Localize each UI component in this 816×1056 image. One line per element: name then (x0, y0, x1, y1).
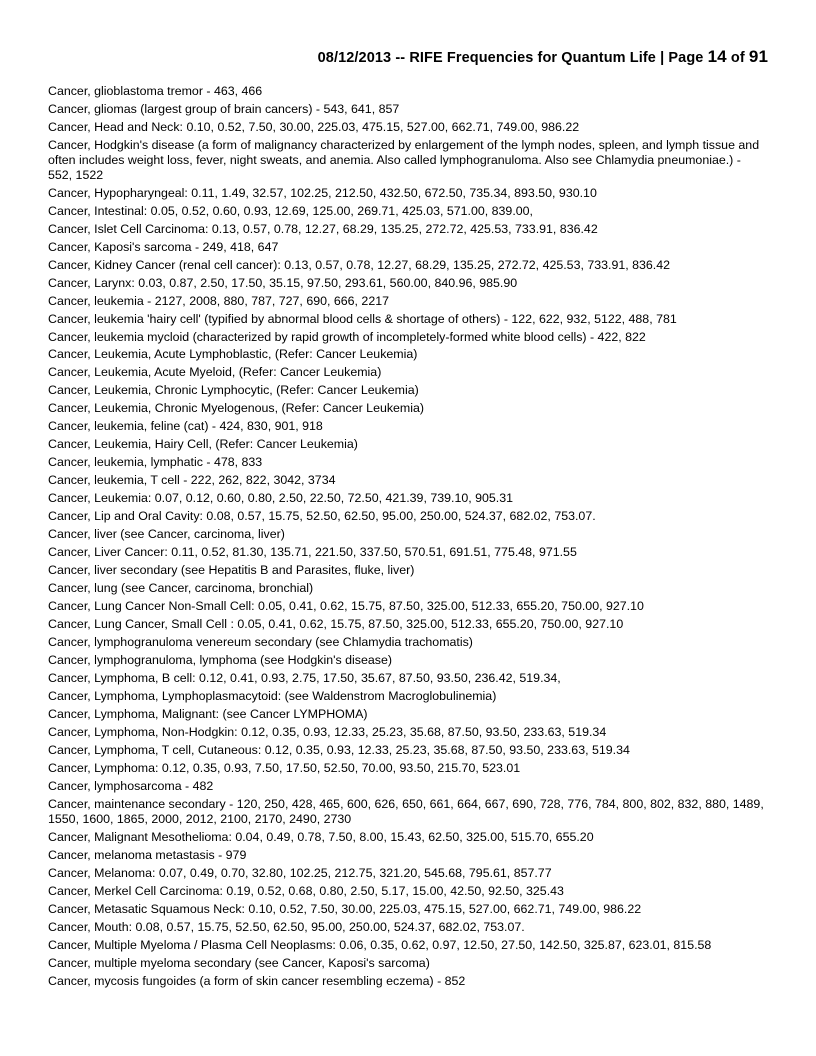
header-separator: -- (395, 50, 406, 66)
entry-lung: Cancer, lung (see Cancer, carcinoma, bronchial) (48, 581, 314, 596)
entry-leukemia-hairy-cell: Cancer, Leukemia, Hairy Cell, (Refer: Cancer Leukemia) (48, 437, 358, 452)
document-title: RIFE Frequencies for Quantum Life (409, 50, 656, 66)
entry-mouth: Cancer, Mouth: 0.08, 0.57, 15.75, 52.50, 62.50, 95.00, 250.00, 524.37, 682.02, 753.07. (48, 919, 525, 934)
frequency-entry-list (48, 84, 768, 992)
page-label: Page (668, 50, 704, 66)
entry-hypopharyngeal: Cancer, Hypopharyngeal: 0.11, 1.49, 32.57, 102.25, 212.50, 432.50, 672.50, 735.34, 893.50, 930.10 (48, 185, 597, 200)
entry-islet-cell-carcinoma: Cancer, Islet Cell Carcinoma: 0.13, 0.57, 0.78, 12.27, 68.29, 135.25, 272.72, 425.53, 733.91, 836.42 (48, 221, 598, 236)
entry-liver: Cancer, liver (see Cancer, carcinoma, liver) (48, 527, 285, 542)
entry-kidney-cancer: Cancer, Kidney Cancer (renal cell cancer): 0.13, 0.57, 0.78, 12.27, 68.29, 135.25, 272.72, 425.53, 733.91, 836.42 (48, 257, 671, 272)
entry-lymphoma-b-cell: Cancer, Lymphoma, B cell: 0.12, 0.41, 0.93, 2.75, 17.50, 35.67, 87.50, 93.50, 236.42, 519.34, (48, 671, 561, 686)
entry-maintenance-secondary: Cancer, maintenance secondary - 120, 250, 428, 465, 600, 626, 650, 661, 664, 667, 690, 728, 776, 784, 800, 802, 832, 880, 1489, 1550, 1600, 1865, 2000, 2012, 2100, 2170, 2490, 2730 (48, 797, 764, 826)
entry-leukemia-mycloid: Cancer, leukemia mycloid (characterized by rapid growth of incompletely-formed white blood cells) - 422, 822 (48, 329, 646, 344)
entry-lymphoma-malignant: Cancer, Lymphoma, Malignant: (see Cancer LYMPHOMA) (48, 707, 368, 722)
entry-glioblastoma-tremor: Cancer, glioblastoma tremor - 463, 466 (48, 84, 263, 98)
entry-multiple-myeloma-secondary: Cancer, multiple myeloma secondary (see Cancer, Kaposi's sarcoma) (48, 955, 430, 970)
entry-kaposis-sarcoma: Cancer, Kaposi's sarcoma - 249, 418, 647 (48, 239, 279, 254)
entry-liver-cancer: Cancer, Liver Cancer: 0.11, 0.52, 81.30, 135.71, 221.50, 337.50, 570.51, 691.51, 775.48, 971.55 (48, 545, 577, 560)
entry-lip-and-oral-cavity: Cancer, Lip and Oral Cavity: 0.08, 0.57, 15.75, 52.50, 62.50, 95.00, 250.00, 524.37, 682.02, 753.07. (48, 509, 596, 524)
entry-melanoma: Cancer, Melanoma: 0.07, 0.49, 0.70, 32.80, 102.25, 212.75, 321.20, 545.68, 795.61, 857.77 (48, 865, 552, 880)
entry-leukemia-acute-myeloid: Cancer, Leukemia, Acute Myeloid, (Refer: Cancer Leukemia) (48, 365, 382, 380)
entry-gliomas: Cancer, gliomas (largest group of brain cancers) - 543, 641, 857 (48, 101, 400, 116)
entry-leukemia: Cancer, leukemia - 2127, 2008, 880, 787, 727, 690, 666, 2217 (48, 293, 389, 308)
entry-leukemia-t-cell: Cancer, leukemia, T cell - 222, 262, 822, 3042, 3734 (48, 473, 336, 488)
entry-liver-secondary: Cancer, liver secondary (see Hepatitis B and Parasites, fluke, liver) (48, 563, 415, 578)
entry-leukemia-hairy-cell-typified: Cancer, leukemia 'hairy cell' (typified by abnormal blood cells & shortage of others) - 122, 622, 932, 5122, 488, 781 (48, 311, 677, 326)
entry-merkel-cell-carcinoma: Cancer, Merkel Cell Carcinoma: 0.19, 0.52, 0.68, 0.80, 2.50, 5.17, 15.00, 42.50, 92.50, 325.43 (48, 883, 564, 898)
entry-leukemia-lymphatic: Cancer, leukemia, lymphatic - 478, 833 (48, 455, 263, 470)
entry-lymphoma: Cancer, Lymphoma: 0.12, 0.35, 0.93, 7.50, 17.50, 52.50, 70.00, 93.50, 215.70, 523.01 (48, 761, 521, 776)
entry-leukemia-chronic-lymphocytic: Cancer, Leukemia, Chronic Lymphocytic, (Refer: Cancer Leukemia) (48, 383, 419, 398)
entry-leukemia-frequencies: Cancer, Leukemia: 0.07, 0.12, 0.60, 0.80, 2.50, 22.50, 72.50, 421.39, 739.10, 905.31 (48, 491, 514, 506)
entry-lung-small-cell: Cancer, Lung Cancer, Small Cell : 0.05, 0.41, 0.62, 15.75, 87.50, 325.00, 512.33, 655.20, 750.00, 927.10 (48, 617, 624, 632)
page-number: 14 (707, 47, 727, 66)
header-date: 08/12/2013 (317, 50, 392, 66)
entry-hodgkins-disease: Cancer, Hodgkin's disease (a form of malignancy characterized by enlargement of the lymph nodes, spleen, and lymph tissue and often includes weight loss, fever, night sweats, and anemia. Also called lymphogranuloma. Also see Chlamydia pneumoniae.) - 552, 1522 (48, 137, 760, 182)
entry-mycosis-fungoides: Cancer, mycosis fungoides (a form of skin cancer resembling eczema) - 852 (48, 973, 466, 988)
entry-lung-non-small-cell: Cancer, Lung Cancer Non-Small Cell: 0.05, 0.41, 0.62, 15.75, 87.50, 325.00, 512.33, 655.20, 750.00, 927.10 (48, 599, 644, 614)
entry-lymphoma-t-cell-cutaneous: Cancer, Lymphoma, T cell, Cutaneous: 0.12, 0.35, 0.93, 12.33, 25.23, 35.68, 87.50, 93.50, 233.63, 519.34 (48, 743, 630, 758)
entry-lymphoma-non-hodgkin: Cancer, Lymphoma, Non-Hodgkin: 0.12, 0.35, 0.93, 12.33, 25.23, 35.68, 87.50, 93.50, 233.63, 519.34 (48, 725, 607, 740)
entry-multiple-myeloma: Cancer, Multiple Myeloma / Plasma Cell Neoplasms: 0.06, 0.35, 0.62, 0.97, 12.50, 27.50, 142.50, 325.87, 623.01, 815.58 (48, 937, 712, 952)
header-pipe: | (660, 50, 665, 66)
entry-larynx: Cancer, Larynx: 0.03, 0.87, 2.50, 17.50, 35.15, 97.50, 293.61, 560.00, 840.96, 985.90 (48, 275, 518, 290)
entry-lymphosarcoma: Cancer, lymphosarcoma - 482 (48, 779, 214, 794)
entry-lymphogranuloma-lymphoma: Cancer, lymphogranuloma, lymphoma (see Hodgkin's disease) (48, 653, 392, 668)
entry-melanoma-metastasis: Cancer, melanoma metastasis - 979 (48, 847, 247, 862)
entry-malignant-mesothelioma: Cancer, Malignant Mesothelioma: 0.04, 0.49, 0.78, 7.50, 8.00, 15.43, 62.50, 325.00, 515.70, 655.20 (48, 829, 594, 844)
entry-head-and-neck: Cancer, Head and Neck: 0.10, 0.52, 7.50, 30.00, 225.03, 475.15, 527.00, 662.71, 749.00, 986.22 (48, 119, 580, 134)
entry-leukemia-chronic-myelogenous: Cancer, Leukemia, Chronic Myelogenous, (Refer: Cancer Leukemia) (48, 401, 425, 416)
entry-intestinal: Cancer, Intestinal: 0.05, 0.52, 0.60, 0.93, 12.69, 125.00, 269.71, 425.03, 571.00, 839.00, (48, 203, 533, 218)
of-label: of (730, 50, 745, 66)
entry-lymphogranuloma-venereum: Cancer, lymphogranuloma venereum secondary (see Chlamydia trachomatis) (48, 635, 473, 650)
entry-leukemia-feline: Cancer, leukemia, feline (cat) - 424, 830, 901, 918 (48, 419, 323, 434)
entry-metasatic-squamous-neck: Cancer, Metasatic Squamous Neck: 0.10, 0.52, 7.50, 30.00, 225.03, 475.15, 527.00, 662.71, 749.00, 986.22 (48, 901, 642, 916)
entry-lymphoma-lymphoplasmacytoid: Cancer, Lymphoma, Lymphoplasmacytoid: (see Waldenstrom Macroglobulinemia) (48, 689, 497, 704)
entry-leukemia-acute-lymphoblastic: Cancer, Leukemia, Acute Lymphoblastic, (Refer: Cancer Leukemia) (48, 347, 418, 362)
page-header (318, 47, 768, 67)
total-pages: 91 (748, 47, 768, 66)
